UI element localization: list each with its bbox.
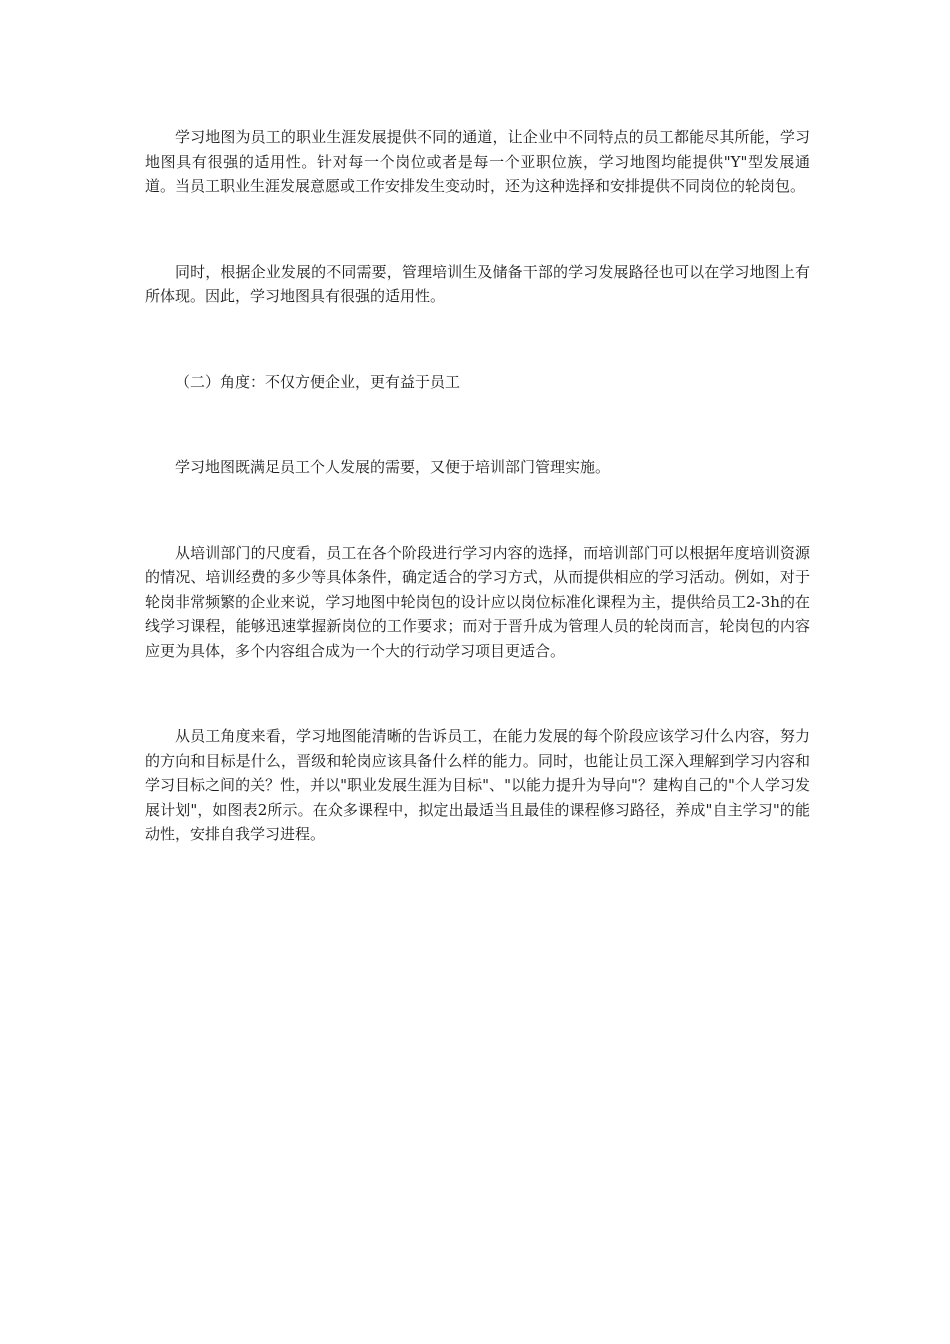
section-heading-perspective: （二）角度：不仅方便企业，更有益于员工 bbox=[175, 372, 461, 391]
paragraph-employee-view: 从员工角度来看，学习地图能清晰的告诉员工，在能力发展的每个阶段应该学习什么内容，努力的方向和目标是什么，晋级和轮岗应该具备什么样的能力。同时，也能让员工深入理解到学习内容和学习目标之间的关？性，并以"职业发展生涯为目标"、"以能力提升为导向"？建构自己的"个人学习发展计划"，如图表2所示。在众多课程中，拟定出最适当且最佳的课程修习路径，养成"自主学习"的能动性，安排自我学习进程。 bbox=[145, 727, 810, 843]
paragraph-dual-benefit: 学习地图既满足员工个人发展的需要，又便于培训部门管理实施。 bbox=[175, 458, 611, 476]
document-body bbox=[145, 125, 810, 847]
paragraph-applicability: 同时，根据企业发展的不同需要，管理培训生及储备干部的学习发展路径也可以在学习地图上有所体现。因此，学习地图具有很强的适用性。 bbox=[145, 262, 810, 305]
paragraph-learning-map-channels: 学习地图为员工的职业生涯发展提供不同的通道，让企业中不同特点的员工都能尽其所能，学习地图具有很强的适用性。针对每一个岗位或者是每一个亚职位族，学习地图均能提供"Y"型发展通道。当员工职业生涯发展意愿或工作安排发生变动时，还为这种选择和安排提供不同岗位的轮岗包。 bbox=[145, 128, 810, 195]
paragraph-training-department-view: 从培训部门的尺度看，员工在各个阶段进行学习内容的选择，而培训部门可以根据年度培训资源的情况、培训经费的多少等具体条件，确定适合的学习方式，从而提供相应的学习活动。例如，对于轮岗非常频繁的企业来说，学习地图中轮岗包的设计应以岗位标准化课程为主，提供给员工2-3h的在线学习课程，能够迅速掌握新岗位的工作要求；而对于晋升成为管理人员的轮岗而言，轮岗包的内容应更为具体，多个内容组合成为一个大的行动学习项目更适合。 bbox=[145, 543, 810, 660]
